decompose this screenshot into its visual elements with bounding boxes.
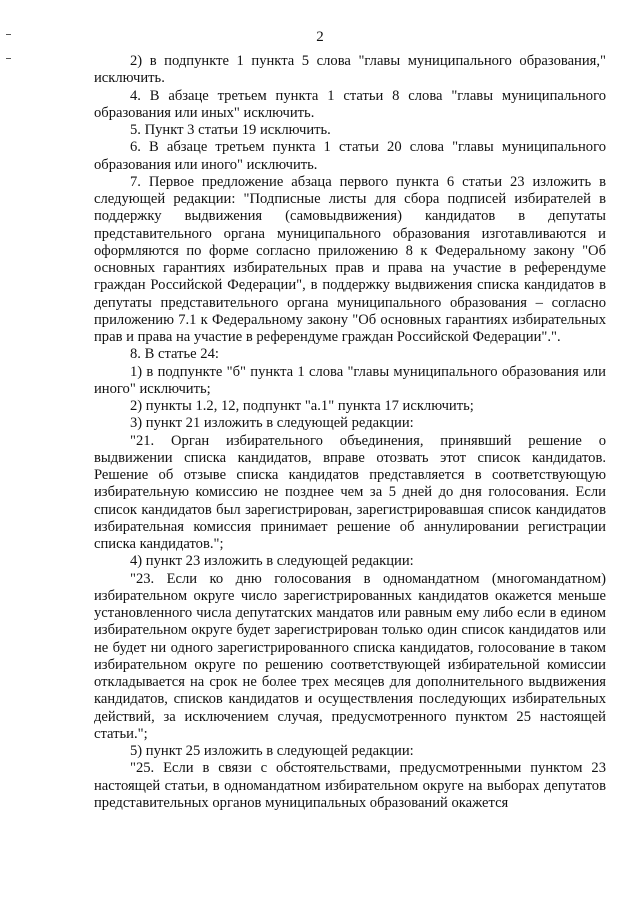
paragraph-subitem-2-article-5: 2) в подпункте 1 пункта 5 слова "главы муниципального образования," исключить. bbox=[94, 53, 606, 87]
paragraph-point-23-text: "23. Если ко дню голосования в одномандатном (многомандатном) избирательном округе число зарегистрированных кандидатов окажется меньше установленного числа депутатских мандатов или равным ему либо если в едином избирательном округе будет зарегистрирован только один список кандидатов или не будет ни одного зарегистрированного списка кандидатов, голосование в таком избирательном округе по решению соответствующей избирательной комиссии откладывается на срок не более трех месяцев для дополнительного выдвижения кандидатов, списков кандидатов и осуществления последующих избирательных действий, за исключением случая, предусмотренного пунктом 25 настоящей статьи."; bbox=[94, 570, 606, 742]
paragraph-item-8: 8. В статье 24: bbox=[130, 346, 219, 363]
paragraph-point-21-text: "21. Орган избирательного объединения, принявший решение о выдвижении списка кандидатов, вправе отозвать этот список кандидатов. Решение об отзыве списка кандидатов представляется в соответствующую избирательную комиссию не позднее чем за 5 дней до дня голосования. Если список кандидатов был зарегистрирован, зарегистрировавшая список кандидатов избирательная комиссия принимает решение об аннулировании регистрации списка кандидатов."; bbox=[94, 432, 606, 552]
paragraph-item-4: 4. В абзаце третьем пункта 1 статьи 8 слова "главы муниципального образования или иных" исключить. bbox=[94, 87, 606, 121]
paragraph-article-24-sub-4: 4) пункт 23 изложить в следующей редакции: bbox=[130, 553, 414, 570]
paragraph-article-24-sub-5: 5) пункт 25 изложить в следующей редакции: bbox=[130, 743, 414, 759]
scan-edge-mark bbox=[6, 58, 11, 59]
page-number: 2 bbox=[316, 29, 324, 45]
paragraph-article-24-sub-1: 1) в подпункте "б" пункта 1 слова "главы муниципального образования или иного" исключить; bbox=[94, 363, 606, 397]
paragraph-item-7: 7. Первое предложение абзаца первого пункта 6 статьи 23 изложить в следующей редакции: "Подписные листы для сбора подписей избирателей в поддержку выдвижения (самовыдвижения) кандидатов в депутаты представительного органа муниципального образования изготавливаются и оформляются по форме согласно приложению 8 к Федеральному закону "Об основных гарантиях избирательных прав и права на участие в референдуме граждан Российской Федерации", в поддержку выдвижения списка кандидатов в депутаты представительного органа муниципального образования – согласно приложению 7.1 к Федеральному закону "Об основных гарантиях избирательных прав и права на участие в референдуме граждан Российской Федерации".". bbox=[94, 173, 606, 345]
paragraph-article-24-sub-3: 3) пункт 21 изложить в следующей редакции: bbox=[130, 415, 414, 432]
paragraph-point-25-text: "25. Если в связи с обстоятельствами, предусмотренными пунктом 23 настоящей статьи, в одномандатном избирательном округе на выборах депутатов представительных органов муниципальных образований окажется bbox=[94, 760, 606, 811]
paragraph-item-5: 5. Пункт 3 статьи 19 исключить. bbox=[130, 122, 331, 138]
paragraph-item-6: 6. В абзаце третьем пункта 1 статьи 20 слова "главы муниципального образования или иного" исключить. bbox=[94, 139, 606, 173]
paragraph-article-24-sub-2: 2) пункты 1.2, 12, подпункт "а.1" пункта 17 исключить; bbox=[130, 398, 474, 414]
document-body bbox=[94, 53, 606, 812]
